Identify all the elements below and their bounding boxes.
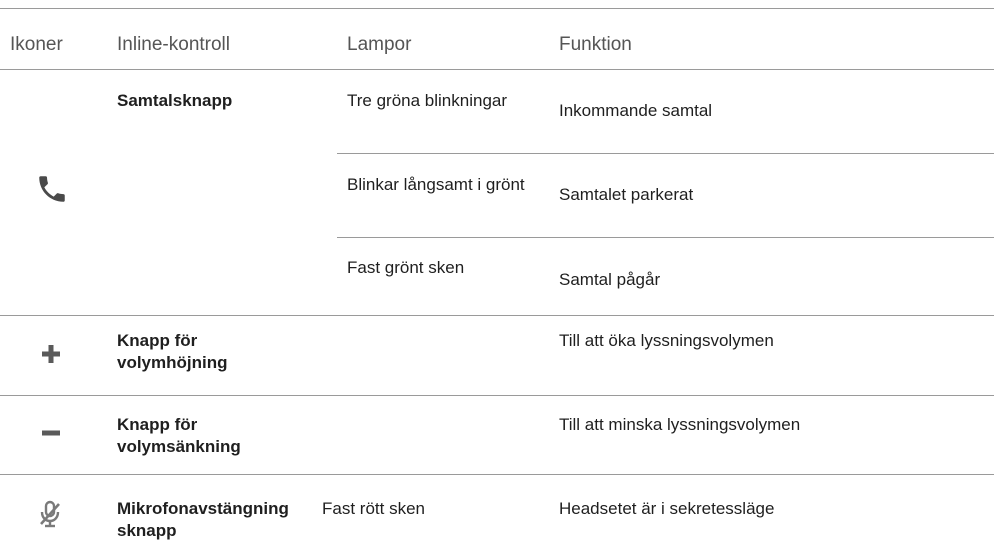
header-rule <box>0 69 994 70</box>
function-volume-up: Till att öka lyssningsvolymen <box>559 331 774 350</box>
function-call-parked: Samtalet parkerat <box>559 185 694 204</box>
header-function: Funktion <box>559 34 632 55</box>
sub-rule-2 <box>337 237 994 238</box>
function-incoming-call: Inkommande samtal <box>559 101 713 120</box>
control-mute-button: Mikrofonavstängningsknapp <box>117 499 289 540</box>
sub-rule-1 <box>337 153 994 154</box>
lights-solid-red: Fast rött sken <box>322 499 425 518</box>
header-icons: Ikoner <box>10 34 63 55</box>
header-lights: Lampor <box>347 34 412 55</box>
phone-icon <box>35 172 69 211</box>
table-top-rule <box>0 8 994 9</box>
mute-icon <box>36 499 64 534</box>
control-call-button: Samtalsknapp <box>117 91 233 110</box>
control-volume-down: Knapp för volymsänkning <box>117 415 241 456</box>
function-privacy-mode: Headsetet är i sekretessläge <box>559 499 775 518</box>
function-volume-down: Till att minska lyssningsvolymen <box>559 415 801 434</box>
header-inline-control: Inline-kontroll <box>117 34 230 55</box>
function-call-active: Samtal pågår <box>559 270 661 289</box>
minus-icon <box>40 422 62 449</box>
row-rule-1 <box>0 315 994 316</box>
lights-solid-green: Fast grönt sken <box>347 258 465 277</box>
lights-three-green: Tre gröna blinkningar <box>347 91 508 110</box>
lights-slow-green: Blinkar långsamt i grönt <box>347 175 525 194</box>
row-rule-3 <box>0 474 994 475</box>
control-volume-up: Knapp för volymhöjning <box>117 331 228 372</box>
plus-icon <box>40 343 62 370</box>
row-rule-2 <box>0 395 994 396</box>
